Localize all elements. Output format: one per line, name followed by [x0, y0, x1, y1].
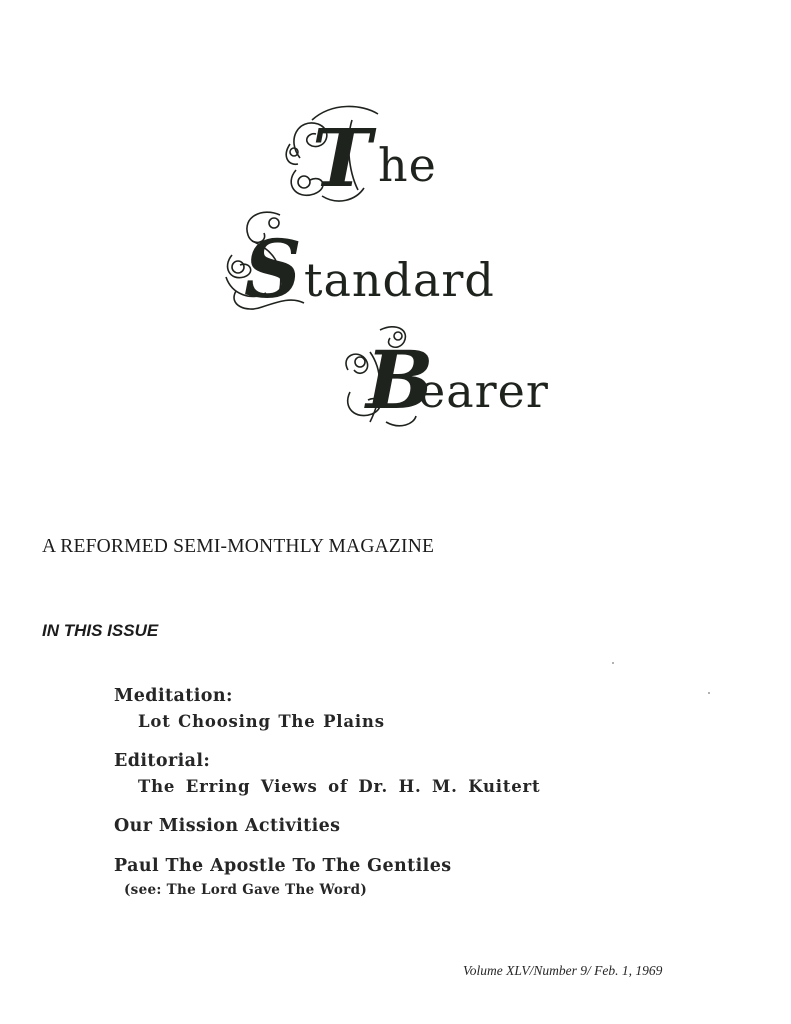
masthead-word-standard: tandard [304, 253, 495, 307]
masthead-line-standard [222, 205, 522, 315]
svg-text:T: T [312, 111, 372, 205]
contents-entry-note: (see: The Lord Gave The Word) [124, 882, 368, 898]
masthead-line-bearer [340, 322, 570, 432]
volume-issue-line: Volume XLV/Number 9/ Feb. 1, 1969 [463, 963, 663, 978]
contents-entry-title: Our Mission Activities [114, 816, 341, 836]
print-speck [708, 692, 710, 694]
svg-text:B: B [366, 333, 434, 427]
masthead-word-the: he [378, 138, 437, 192]
contents-entry-subtitle: Lot Choosing The Plains [138, 712, 385, 731]
masthead-word-bearer: earer [418, 364, 549, 418]
contents-entry-subtitle: The Erring Views of Dr. H. M. Kuitert [138, 777, 541, 796]
masthead-line-the [282, 100, 452, 210]
contents-entry-title: Paul The Apostle To The Gentiles [114, 856, 452, 876]
contents-entry-editorial [114, 749, 714, 799]
contents-entry-mission [114, 814, 714, 839]
table-of-contents [114, 684, 714, 916]
contents-entry-paul [114, 854, 714, 901]
print-speck [612, 662, 614, 664]
contents-entry-title: Meditation: [114, 686, 233, 706]
svg-text:S: S [244, 222, 302, 316]
ornate-initial-t [282, 100, 392, 210]
contents-entry-title: Editorial: [114, 751, 211, 771]
issue-heading: IN THIS ISSUE [42, 621, 159, 640]
contents-entry-meditation [114, 684, 714, 734]
magazine-subtitle: A REFORMED SEMI-MONTHLY MAGAZINE [42, 536, 435, 557]
